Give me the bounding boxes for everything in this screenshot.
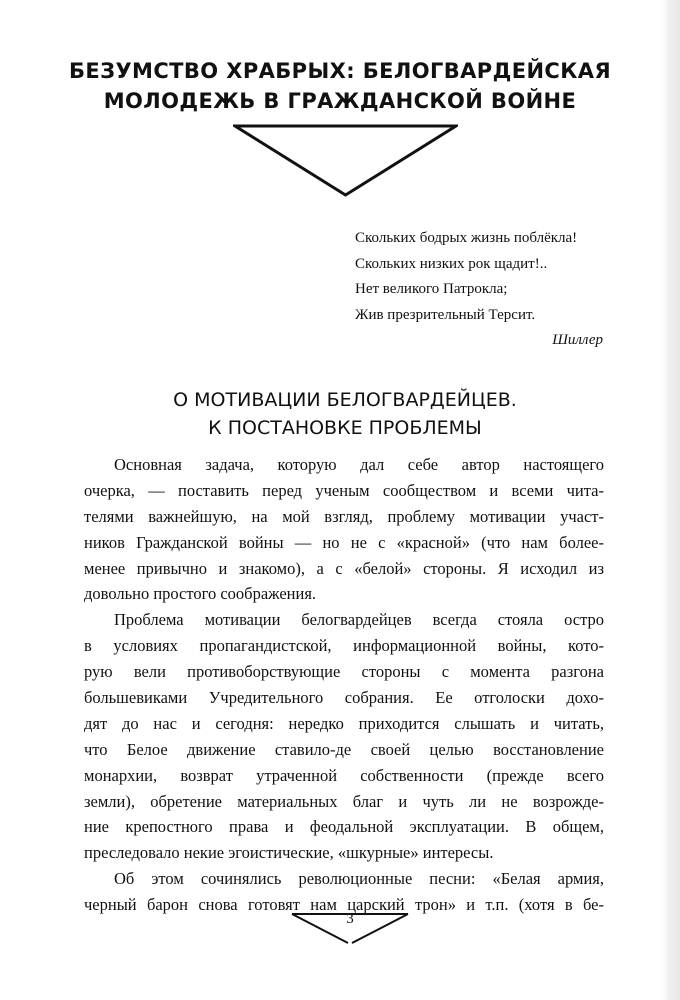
paragraph-3-line: черный барон снова готовят нам царский трон» и т.п. (хотя в бе-: [84, 895, 604, 915]
epigraph-author: Шиллер: [552, 332, 603, 348]
paragraph-2-line: Проблема мотивации белогвардейцев всегда стояла остро: [114, 610, 604, 630]
paragraph-1-line: телями важнейшую, на мой взгляд, проблему мотивации участ-: [84, 506, 604, 526]
chapter-title: [60, 56, 620, 116]
paragraph-1-line: довольно простого соображения.: [84, 584, 317, 604]
paragraph-2-line: монархии, возврат утраченной собственности (прежде всего: [84, 765, 604, 785]
page-number: 3: [346, 911, 354, 927]
chapter-title-line: БЕЗУМСТВО ХРАБРЫХ: БЕЛОГВАРДЕЙСКАЯ: [68, 59, 612, 83]
epigraph-line: Скольких низких рок щадит!..: [355, 255, 548, 272]
section-title-line: К ПОСТАНОВКЕ ПРОБЛЕМЫ: [208, 417, 482, 439]
paragraph-2-line: ние крепостного права и феодальной эксплуатации. В общем,: [84, 817, 604, 837]
paragraph-2-line: большевиками Учредительного собрания. Ее отголоски дохо-: [84, 688, 604, 708]
paragraph-2-line: преследовало некие эгоистические, «шкурные» интересы.: [84, 843, 494, 863]
section-title-line: О МОТИВАЦИИ БЕЛОГВАРДЕЙЦЕВ.: [173, 389, 517, 411]
paragraph-1-line: Основная задача, которую дал себе автор настоящего: [114, 455, 604, 474]
paragraph-2-line: в условиях пропагандистской, информационной войны, кото-: [84, 636, 604, 656]
paragraph-1-line: менее привычно и знакомо), а с «белой» стороны. Я исходил из: [84, 558, 604, 578]
section-title: [60, 386, 630, 442]
paragraph-3-line: Об этом сочинялись революционные песни: «Белая армия,: [114, 869, 604, 889]
epigraph-line: Скольких бодрых жизнь поблёкла!: [355, 230, 578, 246]
paragraph-2-line: что Белое движение ставило-де своей целью восстановление: [84, 739, 604, 759]
epigraph: [355, 226, 615, 354]
epigraph-line: Нет великого Патрокла;: [355, 281, 508, 297]
paragraph-2-line: земли), обретение материальных благ и чуть ли не возрожде-: [84, 791, 604, 811]
page-edge-shadow: [662, 0, 680, 1000]
title-triangle-ornament: [233, 124, 458, 198]
body-text: [84, 452, 604, 918]
paragraph-2-line: дят до нас и сегодня: нередко приходится слышать и читать,: [84, 713, 604, 733]
chapter-title-line: МОЛОДЕЖЬ В ГРАЖДАНСКОЙ ВОЙНЕ: [103, 89, 577, 113]
paragraph-1-line: ников Гражданской войны — но не с «красной» (что нам более-: [84, 532, 604, 552]
paragraph-1-line: очерка, — поставить перед ученым сообществом и всеми чита-: [84, 480, 604, 500]
epigraph-line: Жив презрительный Терсит.: [355, 306, 536, 323]
paragraph-2-line: рую вели противоборствующие стороны с момента разгона: [84, 662, 604, 682]
